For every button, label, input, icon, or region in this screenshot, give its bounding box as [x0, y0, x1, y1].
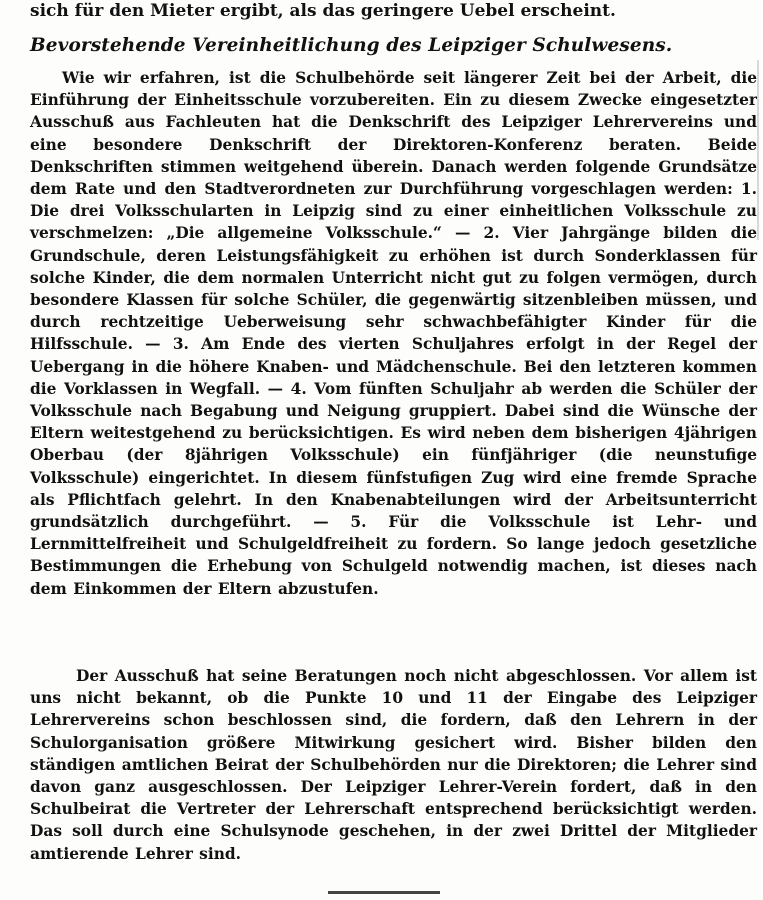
article-paragraph-1: Wie wir erfahren, ist die Schulbehörde seit längerer Zeit bei der Arbeit, die Einführung der Einheitsschule vorzubereiten. Ein zu diesem Zwecke eingesetzter Ausschuß aus Fachleuten hat die Denkschrift des Leipziger Lehrervereins und eine besondere Denkschrift der Direktoren-Konferenz beraten. Beide Denkschriften stimmen weitgehend überein. Danach werden folgende Grundsätze dem Rate und den Stadtverordneten zur Durchführung vorgeschlagen werden: 1. Die drei Volksschularten in Leipzig sind zu einer einheitlichen Volksschule zu verschmelzen: „Die allgemeine Volksschule.“ — 2. Vier Jahrgänge bilden die Grundschule, deren Leistungsfähigkeit zu erhöhen ist durch Sonderklassen für solche Kinder, die dem normalen Unterricht nicht gut zu folgen vermögen, durch besondere Klassen für solche Schüler, die gegenwärtig sitzenbleiben müssen, und durch rechtzeitige Ueberweisung sehr schwachbefähigter Kinder für die Hilfsschule. — 3. Am Ende des vierten Schuljahres erfolgt in der Regel der Uebergang in die höhere Knaben- und Mädchenschule. Bei den letzteren kommen die Vorklassen in Wegfall. — 4. Vom fünften Schuljahr ab werden die Schüler der Volksschule nach Begabung und Neigung gruppiert. Dabei sind die Wünsche der Eltern weitestgehend zu berücksichtigen. Es wird neben dem bisherigen 4jährigen Oberbau (der 8jährigen Volksschule) ein fünfjähriger (die neunstufige Volksschule) eingerichtet. In diesem fünfstufigen Zug wird eine fremde Sprache als Pflichtfach gelehrt. In den Knabenabteilungen wird der Arbeitsunterricht grundsätzlich durchgeführt. — 5. Für die Volksschule ist Lehr- und Lernmittelfreiheit und Schulgeldfreiheit zu fordern. So lange jedoch gesetzliche Bestimmungen die Erhebung von Schulgeld notwendig machen, ist dieses nach dem Einkommen der Eltern abzustufen.	[30, 69, 757, 598]
article-headline: Bevorstehende Vereinheitlichung des Leipziger Schulwesens.	[30, 35, 673, 56]
scan-edge-shadow	[757, 60, 759, 240]
article-paragraph-2: Der Ausschuß hat seine Beratungen noch nicht abgeschlossen. Vor allem ist uns nicht bekannt, ob die Punkte 10 und 11 der Eingabe des Leipziger Lehrervereins schon beschlossen sind, die fordern, daß den Lehrern in der Schulorganisation größere Mitwirkung gesichert wird. Bisher bilden den ständigen amtlichen Beirat der Schulbehörden nur die Direktoren; die Lehrer sind davon ganz ausgeschlossen. Der Leipziger Lehrer-Verein fordert, daß in den Schulbeirat die Vertreter der Lehrerschaft entsprechend berücksichtigt werden. Das soll durch eine Schulsynode geschehen, in der zwei Drittel der Mitglieder amtierende Lehrer sind.	[30, 667, 757, 863]
article-end-rule	[328, 891, 440, 894]
previous-article-last-line: sich für den Mieter ergibt, als das geringere Uebel erscheint.	[30, 1, 616, 21]
